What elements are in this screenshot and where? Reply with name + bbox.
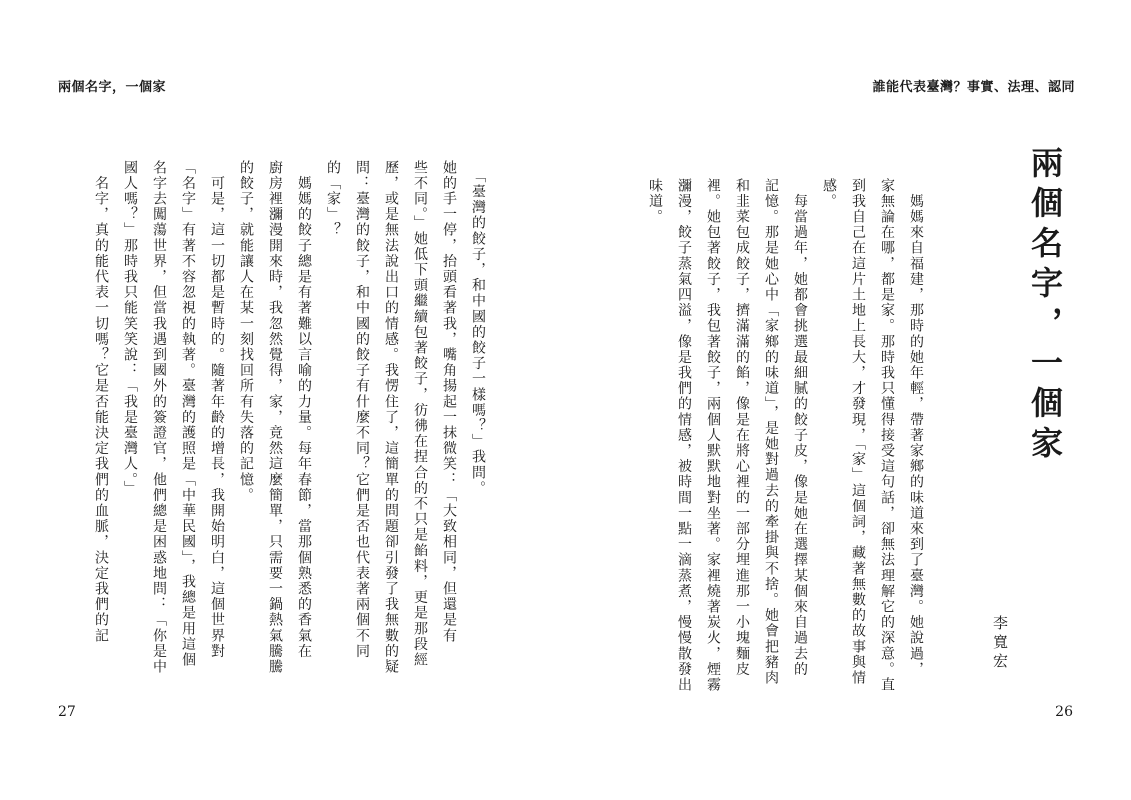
text-column: 問：臺灣的餃子，和中國的餃子有什麼不同？它們是否也代表著兩個不同: [354, 160, 370, 660]
running-header-right: 誰能代表臺灣？事實、法理、認同: [872, 80, 1075, 95]
page-number-right: 26: [1055, 704, 1073, 720]
text-column: 名字，真的能代表一切嗎？它是否能決定我們的血脈，決定我們的記: [93, 160, 109, 644]
text-column: 感。: [821, 178, 837, 210]
text-column: 廚房裡瀰漫開來時，我忽然覺得，家，竟然這麼簡單，只需要一鍋熱氣騰騰: [267, 160, 283, 675]
text-column: 瀰漫，餃子蒸氣四溢，像是我們的情感，被時間一點一滴蒸煮，慢慢散發出: [676, 178, 692, 693]
text-column: 些不同。」她低下頭繼續包著餃子，彷彿在捏合的不只是餡料，更是那段經: [412, 160, 428, 668]
text-column: 味道。: [647, 178, 663, 225]
author-name: 李寬宏: [991, 615, 1009, 672]
text-column: 的餃子，就能讓人在某一刻找回所有失落的記憶。: [238, 160, 254, 504]
text-column: 裡。她包著餃子，我包著餃子，兩個人默默地對坐著。家裡燒著炭火，煙霧: [705, 178, 721, 693]
text-column: 和韭菜包成餃子，擠滿滿的餡，像是在將心裡的一部分埋進那一小塊麵皮: [734, 178, 750, 678]
text-column: 記憶。那是她心中「家鄉的味道」，是她對過去的牽掛與不捨。她會把豬肉: [763, 178, 779, 686]
chapter-title: 兩個名字，一個家: [1026, 146, 1064, 466]
text-column: 「臺灣的餃子，和中國的餃子一樣嗎？」我問。: [470, 160, 486, 497]
text-column: 可是，這一切都是暫時的。隨著年齡的增長，我開始明白，這個世界對: [209, 160, 225, 660]
text-column: 名字去闖蕩世界，但當我遇到國外的簽證官，他們總是困惑地問：「你是中: [151, 160, 167, 675]
page-number-left: 27: [58, 704, 76, 720]
text-column: 每當過年，她都會挑選最細膩的餃子皮，像是她在選擇某個來自過去的: [792, 178, 808, 678]
text-column: 她的手一停，抬頭看著我，嘴角揚起一抹微笑：「大致相同，但還是有: [441, 160, 457, 644]
running-header-left: 兩個名字，一個家: [58, 80, 167, 95]
text-column: 到我自己在這片土地上長大，才發現，「家」這個詞，藏著無數的故事與情: [850, 178, 866, 686]
text-column: 「名字」有著不容忽視的執著。臺灣的護照是「中華民國」，我總是用這個: [180, 160, 196, 668]
text-column: 媽媽來自福建，那時的她年輕，帶著家鄉的味道來到了臺灣。她說過，: [908, 178, 924, 678]
text-column: 媽媽的餃子總是有著難以言喻的力量。每年春節，當那個熟悉的香氣在: [296, 160, 312, 660]
text-column: 國人嗎？」那時我只能笑笑說：「我是臺灣人。」: [122, 160, 138, 497]
text-column: 歷，或是無法說出口的情感。我愣住了，這簡單的問題卻引發了我無數的疑: [383, 160, 399, 675]
text-column: 的「家」？: [325, 160, 341, 238]
text-column: 家無論在哪，都是家。那時我只懂得接受這句話，卻無法理解它的深意。直: [879, 178, 895, 693]
